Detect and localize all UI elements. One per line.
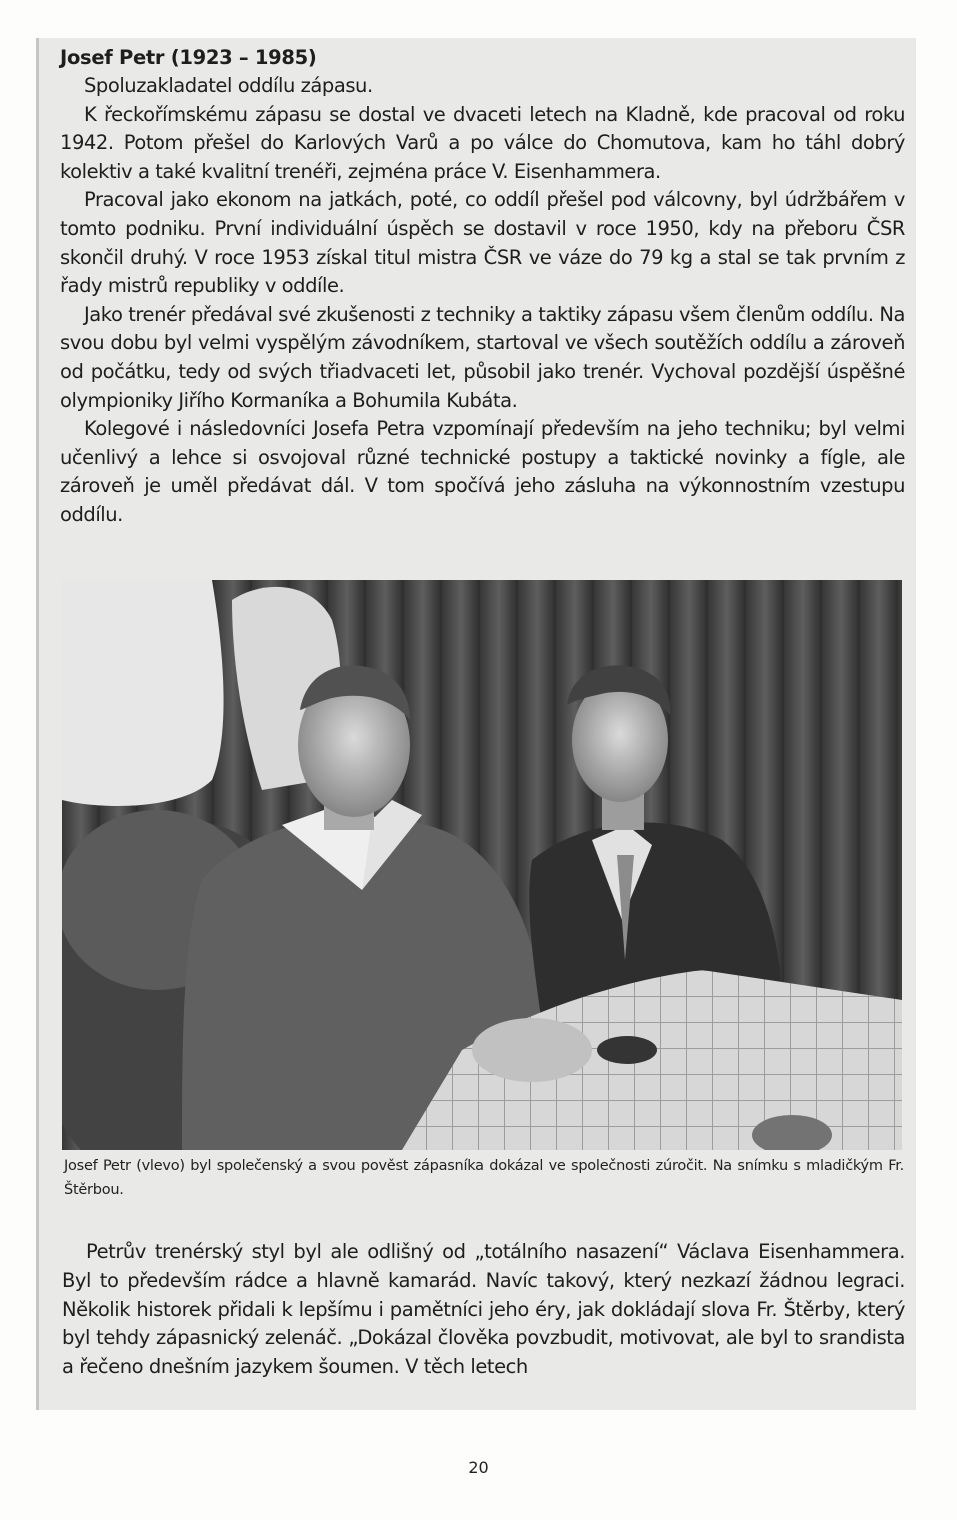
- historic-photo: [62, 580, 902, 1150]
- continuation-paragraph: Petrův trenérský styl byl ale odlišný od „totálního nasazení“ Václava Eisenhammera. Byl to především rádce a hlavně kamarád. Navíc takový, který nezkazí žádnou legraci. Několik historek přidali k lepšímu i pamětníci jeho éry, jak dokládají slova Fr. Štěrby, který byl tehdy zápasnický zelenáč. „Dokázal člověka povzbudit, motivovat, ale byl to srandista a řečeno dnešním jazykem šoumen. V těch letech: [62, 1240, 905, 1379]
- page-number: 20: [468, 1458, 489, 1477]
- photo-illustration: [62, 580, 902, 1150]
- article-paragraph-4: Jako trenér předával své zkušenosti z techniky a taktiky zápasu všem členům oddílu. Na svou dobu byl velmi vyspělým závodníkem, startoval ve všech soutěžích oddílu a zároveň od počátku, tedy od svých třiadvaceti let, působil jako trenér. Vychoval pozdější úspěšné olympioniky Jiřího Kormaníka a Bohumila Kubáta.: [60, 302, 905, 412]
- article-paragraph-3: Pracoval jako ekonom na jatkách, poté, co oddíl přešel pod válcovny, byl údržbářem v tomto podniku. První individuální úspěch se dostavil v roce 1950, kdy na přeboru ČSR skončil druhý. V roce 1953 získal titul mistra ČSR ve váze do 79 kg a stal se tak prvním z řady mistrů republiky v oddíle.: [60, 188, 905, 298]
- article-paragraph-1: Spoluzakladatel oddílu zápasu.: [84, 74, 373, 97]
- photo-caption: Josef Petr (vlevo) byl společenský a svou pověst zápasníka dokázal ve společnosti zúročit. Na snímku s mladičkým Fr. Štěrbou.: [64, 1158, 904, 1198]
- article-top: [60, 44, 905, 530]
- article-paragraph-2: K řeckořímskému zápasu se dostal ve dvaceti letech na Kladně, kde pracoval od roku 1942. Potom přešel do Karlových Varů a po válce do Chomutova, kam ho táhl dobrý kolektiv a také kvalitní trenéři, zejména práce V. Eisenhammera.: [60, 102, 905, 183]
- article-continuation: [62, 1238, 905, 1382]
- article-paragraph-5: Kolegové i následovníci Josefa Petra vzpomínají především na jeho techniku; byl velmi učenlivý a lehce si osvojoval různé technické postupy a taktické novinky a fígle, ale zároveň je uměl předávat dál. V tom spočívá jeho zásluha na výkonnostním vzestupu oddílu.: [60, 417, 905, 526]
- article-heading: Josef Petr (1923 – 1985): [60, 46, 317, 69]
